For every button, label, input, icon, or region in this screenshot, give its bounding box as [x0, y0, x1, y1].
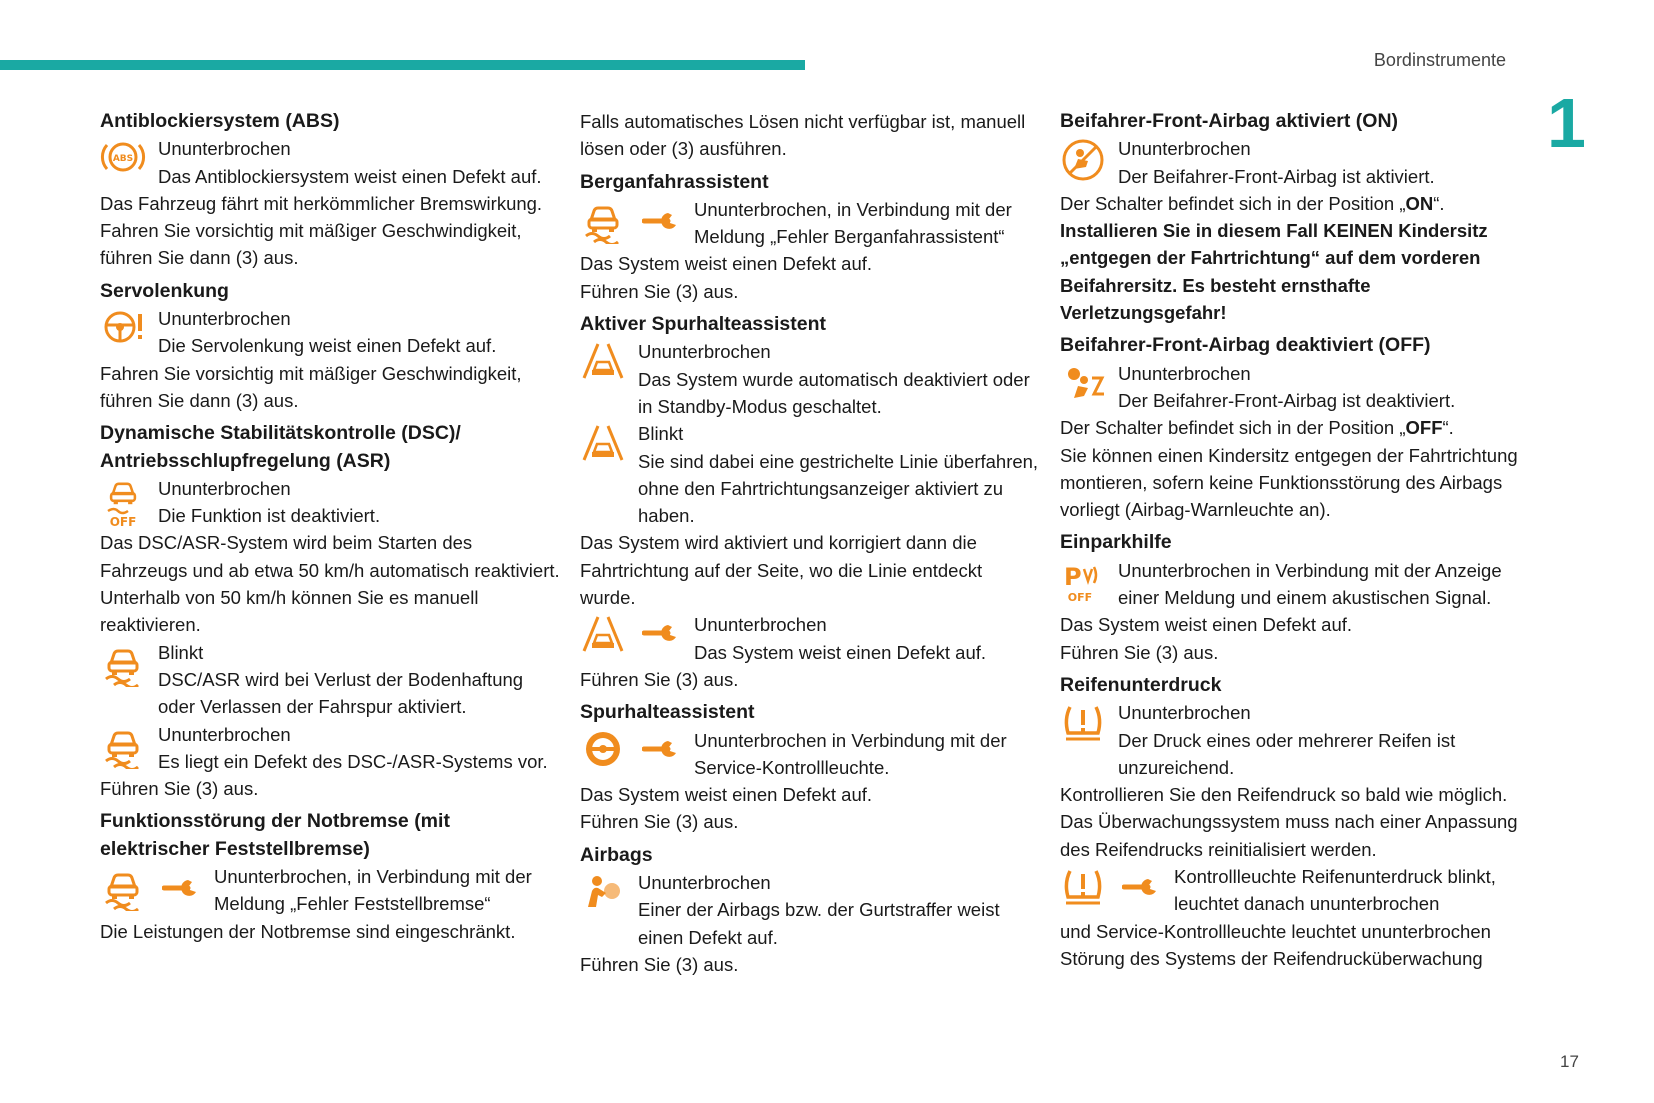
lane-active-heading: Aktiver Spurhalteassistent [580, 313, 827, 336]
airbags-heading: Airbags [580, 843, 653, 866]
svg-text:OFF: OFF [1067, 590, 1093, 604]
abs-warning-icon [100, 137, 146, 177]
section-title: Bordinstrumente [1373, 50, 1506, 70]
lane-entry: Ununterbrochen in Verbindung mit der Service-Kontrollleuchte. [580, 727, 1040, 782]
steering-wheel-icon [580, 729, 626, 769]
accent-bar [0, 60, 805, 70]
steering-warning-icon [100, 307, 146, 347]
airbag-off-entry: Ununterbrochen Der Beifahrer-Front-Airbag ist deaktiviert. [1060, 360, 1520, 415]
lane-active-fault-entry: Ununterbrochen Das System weist einen Defekt auf. [580, 611, 1040, 666]
dsc-off-icon [100, 477, 146, 527]
service-wrench-icon [642, 619, 682, 647]
tyre-pressure-icon [1060, 701, 1106, 745]
column-3: Beifahrer-Front-Airbag aktiviert (ON) Ununterbrochen Der Beifahrer-Front-Airbag ist aktiviert. Der Schalter befindet sich in der Position „ON“. Installieren Sie in diesem Fall KEINEN Kindersitz „entgegen der Fahrtrichtung“ auf dem vorderen Beifahrersitz. Es besteht ernsthafte Verletzungsgefahr! Beifahrer-Front-Airbag deaktiviert (OFF) Ununterbrochen Der Beifahrer-Front-Airbag ist deaktiviert. Der Schalter befindet sich in der Position „OFF“. Sie können einen Kindersitz entgegen der Fahrtrichtung montieren, sofern keine Funktionsstörung des Airbags vorliegt (Airbag-Warnleuchte an). Einparkhilfe P OFF Ununterbrochen in Verbindung mit der Anzeige einer Meldung und einem akustischen Signal. Das System weist einen Defekt auf. Führen Sie (3) aus. Reifenunterdruck Ununterbrochen Der Druck eines oder mehrerer Reifen ist unzureichend. Kontrollieren Sie den Reifendruck so bald wie möglich. Das Überwachungssystem muss nach einer Anpassung des Reifendrucks reinitialisiert werden. Kontrollleuchte Reifenunterdruck blinkt, leuchtet danach ununterbrochen und Service-Kontrollleuchte leuchtet ununterbrochen Störung des Systems der Reifendrucküberwachung [1060, 108, 1520, 972]
airbags-entry: Ununterbrochen Einer der Airbags bzw. der Gurtstraffer weist einen Defekt auf. [580, 869, 1040, 951]
dsc-blink-entry: Blinkt DSC/ASR wird bei Verlust der Bodenhaftung oder Verlassen der Fahrspur aktiviert. [100, 639, 560, 721]
berg-heading: Berganfahrassistent [580, 170, 769, 193]
airbag-icon [580, 871, 626, 911]
servo-heading: Servolenkung [100, 279, 229, 302]
lane-assist-icon [580, 613, 626, 653]
service-wrench-icon [642, 207, 682, 235]
lane-active-entry: Ununterbrochen Das System wurde automatisch deaktiviert oder in Standby-Modus geschaltet. [580, 338, 1040, 420]
airbag-on-entry: Ununterbrochen Der Beifahrer-Front-Airbag ist aktiviert. [1060, 135, 1520, 190]
dsc-skid-icon [100, 641, 146, 687]
berg-entry: Ununterbrochen, in Verbindung mit der Meldung „Fehler Berganfahrassistent“ [580, 196, 1040, 251]
dsc-skid-icon [100, 723, 146, 769]
tyre-pressure-icon [1060, 865, 1106, 909]
service-wrench-icon [162, 874, 202, 902]
dsc-off-entry: OFF Ununterbrochen Die Funktion ist deaktiviert. [100, 475, 560, 530]
svg-text:OFF: OFF [109, 514, 137, 527]
tyre-entry: Ununterbrochen Der Druck eines oder mehrerer Reifen ist unzureichend. [1060, 699, 1520, 781]
airbag-warning: Installieren Sie in diesem Fall KEINEN Kindersitz „entgegen der Fahrtrichtung“ auf dem vorderen Beifahrersitz. Es besteht ernsthafte Verletzungsgefahr! [1060, 220, 1488, 324]
lane-active-blink-entry: Blinkt Sie sind dabei eine gestrichelte Linie überfahren, ohne den Fahrtrichtungsanzeiger aktiviert zu haben. [580, 420, 1040, 529]
park-heading: Einparkhilfe [1060, 531, 1172, 554]
svg-text:P: P [1064, 562, 1082, 591]
service-wrench-icon [1122, 873, 1162, 901]
airbag-on-heading: Beifahrer-Front-Airbag aktiviert (ON) [1060, 110, 1399, 132]
abs-heading: Antiblockiersystem (ABS) [100, 110, 340, 132]
abs-entry: ABS Ununterbrochen Das Antiblockiersystem weist einen Defekt auf. [100, 135, 560, 190]
dsc-fault-entry: Ununterbrochen Es liegt ein Defekt des DSC-/ASR-Systems vor. [100, 721, 560, 776]
lane-assist-icon [580, 340, 626, 380]
chapter-number: 1 [1547, 84, 1586, 162]
column-1: Antiblockiersystem (ABS) ABS Ununterbrochen Das Antiblockiersystem weist einen Defekt auf. Das Fahrzeug fährt mit herkömmlicher Bremswirkung. Fahren Sie vorsichtig mit mäßiger Geschwindigkeit, führen Sie dann (3) aus. Servolenkung Ununterbrochen Die Servolenkung weist einen Defekt auf. Fahren Sie vorsichtig mit mäßiger Geschwindigkeit, führen Sie dann (3) aus. Dynamische Stabilitätskontrolle (DSC)/ Antriebsschlupfregelung (ASR) OFF Ununterbrochen Die Funktion ist deaktiviert. Das DSC/ASR-System wird beim Starten des Fahrzeugs und ab etwa 50 km/h automatisch reaktiviert. Unterhalb von 50 km/h können Sie es manuell reaktivieren. Blinkt DSC/ASR wird bei Verlust der Bodenhaftung oder Verlassen der Fahrspur aktiviert. Ununterbrochen Es liegt ein Defekt des DSC-/ASR-Systems vor. Führen Sie (3) aus. Funktionsstörung der Notbremse (mit elektrischer Feststellbremse) Ununterbrochen, in Verbindung mit der Meldung „Fehler Feststellbremse“ Die Leistungen der Notbremse sind eingeschränkt. [100, 110, 560, 942]
hill-assist-icon [580, 198, 626, 244]
notbremse-heading: Funktionsstörung der Notbremse (mit elektrischer Feststellbremse) [100, 810, 450, 860]
child-seat-airbag-on-icon [1060, 137, 1106, 183]
dsc-heading: Dynamische Stabilitätskontrolle (DSC)/ Antriebsschlupfregelung (ASR) [100, 422, 461, 472]
tyre-ctrl-entry: Kontrollleuchte Reifenunterdruck blinkt, leuchtet danach ununterbrochen [1060, 863, 1520, 918]
svg-text:ABS: ABS [112, 154, 134, 165]
parking-sensor-off-icon [1060, 559, 1106, 605]
notbremse-entry: Ununterbrochen, in Verbindung mit der Meldung „Fehler Feststellbremse“ [100, 863, 560, 918]
park-entry: P OFF Ununterbrochen in Verbindung mit der Anzeige einer Meldung und einem akustischen Signal. [1060, 557, 1520, 612]
servo-entry: Ununterbrochen Die Servolenkung weist einen Defekt auf. [100, 305, 560, 360]
service-wrench-icon [642, 735, 682, 763]
airbag-off-heading: Beifahrer-Front-Airbag deaktiviert (OFF) [1060, 334, 1431, 357]
lane-heading: Spurhalteassistent [580, 701, 755, 724]
column-2: Falls automatisches Lösen nicht verfügbar ist, manuell lösen oder (3) ausführen. Berganfahrassistent Ununterbrochen, in Verbindung mit der Meldung „Fehler Berganfahrassistent“ Das System weist einen Defekt auf. Führen Sie (3) aus. Aktiver Spurhalteassistent Ununterbrochen Das System wurde automatisch deaktiviert oder in Standby-Modus geschaltet. Blinkt Sie sind dabei eine gestrichelte Linie überfahren, ohne den Fahrtrichtungsanzeiger aktiviert zu haben. Das System wird aktiviert und korrigiert dann die Fahrtrichtung auf der Seite, wo die Linie entdeckt wurde. Ununterbrochen Das System weist einen Defekt auf. Führen Sie (3) aus. Spurhalteassistent Ununterbrochen in Verbindung mit der Service-Kontrollleuchte. Das System weist einen Defekt auf. Führen Sie (3) aus. Airbags Ununterbrochen Einer der Airbags bzw. der Gurtstraffer weist einen Defekt auf. Führen Sie (3) aus. [580, 111, 1039, 975]
dsc-skid-icon [100, 865, 146, 911]
tyre-heading: Reifenunterdruck [1060, 673, 1222, 696]
lane-assist-icon [580, 422, 626, 462]
page-number: 17 [1560, 1052, 1579, 1071]
airbag-off-icon [1060, 362, 1106, 402]
